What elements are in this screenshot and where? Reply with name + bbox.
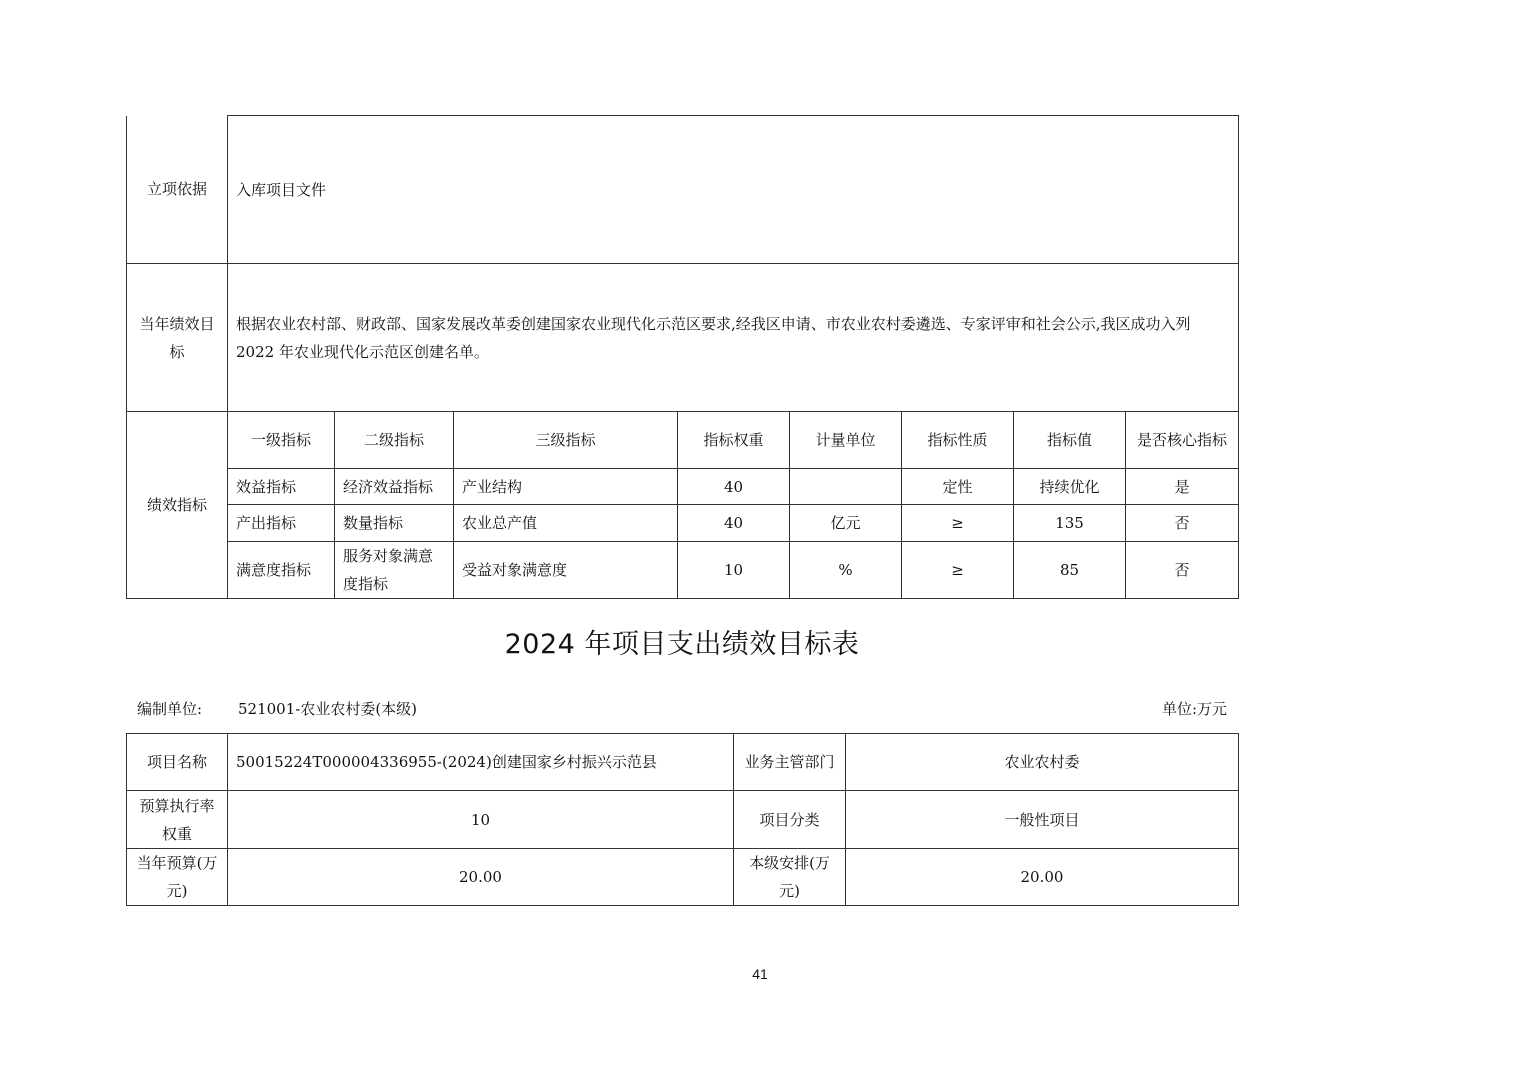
budget-value: 20.00 — [228, 849, 734, 906]
row-core: 否 — [1126, 542, 1239, 599]
row-level3: 受益对象满意度 — [454, 542, 678, 599]
category-value: 一般性项目 — [846, 791, 1239, 849]
row-level2: 经济效益指标 — [335, 469, 454, 505]
row-nature: ≥ — [902, 542, 1014, 599]
org-label: 编制单位: — [137, 700, 203, 718]
performance-table — [126, 115, 1239, 599]
project-name-value: 50015224T000004336955-(2024)创建国家乡村振兴示范县 — [228, 734, 734, 791]
header-level2: 二级指标 — [335, 412, 454, 469]
table-row — [127, 469, 1239, 505]
row-weight: 10 — [678, 542, 790, 599]
row-unit: % — [790, 542, 902, 599]
table-row — [127, 542, 1239, 599]
row-value: 持续优化 — [1014, 469, 1126, 505]
header-level3: 三级指标 — [454, 412, 678, 469]
row-level2: 服务对象满意度指标 — [335, 542, 454, 599]
row-level3: 产业结构 — [454, 469, 678, 505]
row-unit: 亿元 — [790, 505, 902, 542]
exec-rate-value: 10 — [228, 791, 734, 849]
header-unit: 计量单位 — [790, 412, 902, 469]
page-number: 41 — [752, 966, 768, 982]
row-level1: 效益指标 — [228, 469, 335, 505]
basis-value: 入库项目文件 — [228, 116, 1239, 264]
org-value: 521001-农业农村委(本级) — [238, 700, 418, 718]
row-nature: 定性 — [902, 469, 1014, 505]
goal-label: 当年绩效目标 — [127, 264, 228, 412]
row-level2: 数量指标 — [335, 505, 454, 542]
level-label: 本级安排(万元) — [734, 849, 846, 906]
dept-label: 业务主管部门 — [734, 734, 846, 791]
header-value: 指标值 — [1014, 412, 1126, 469]
header-nature: 指标性质 — [902, 412, 1014, 469]
row-nature: ≥ — [902, 505, 1014, 542]
category-label: 项目分类 — [734, 791, 846, 849]
row-weight: 40 — [678, 505, 790, 542]
row-level3: 农业总产值 — [454, 505, 678, 542]
indicator-label: 绩效指标 — [127, 412, 228, 599]
budget-label: 当年预算(万元) — [127, 849, 228, 906]
exec-rate-label: 预算执行率权重 — [127, 791, 228, 849]
row-core: 是 — [1126, 469, 1239, 505]
goal-value: 根据农业农村部、财政部、国家发展改革委创建国家农业现代化示范区要求,经我区申请、市农业农村委遴选、专家评审和社会公示,我区成功入列 2022 年农业现代化示范区创建名单。 — [228, 264, 1239, 412]
project-name-label: 项目名称 — [127, 734, 228, 791]
row-level1: 产出指标 — [228, 505, 335, 542]
row-weight: 40 — [678, 469, 790, 505]
currency-unit: 单位:万元 — [1161, 700, 1227, 718]
header-core: 是否核心指标 — [1126, 412, 1239, 469]
row-core: 否 — [1126, 505, 1239, 542]
row-value: 85 — [1014, 542, 1126, 599]
header-weight: 指标权重 — [678, 412, 790, 469]
table-row — [127, 505, 1239, 542]
row-unit — [790, 469, 902, 505]
row-level1: 满意度指标 — [228, 542, 335, 599]
level-value: 20.00 — [846, 849, 1239, 906]
basis-label: 立项依据 — [127, 116, 228, 264]
page-title: 2024 年项目支出绩效目标表 — [504, 629, 860, 660]
header-level1: 一级指标 — [228, 412, 335, 469]
row-value: 135 — [1014, 505, 1126, 542]
dept-value: 农业农村委 — [846, 734, 1239, 791]
project-info-table — [126, 733, 1239, 906]
